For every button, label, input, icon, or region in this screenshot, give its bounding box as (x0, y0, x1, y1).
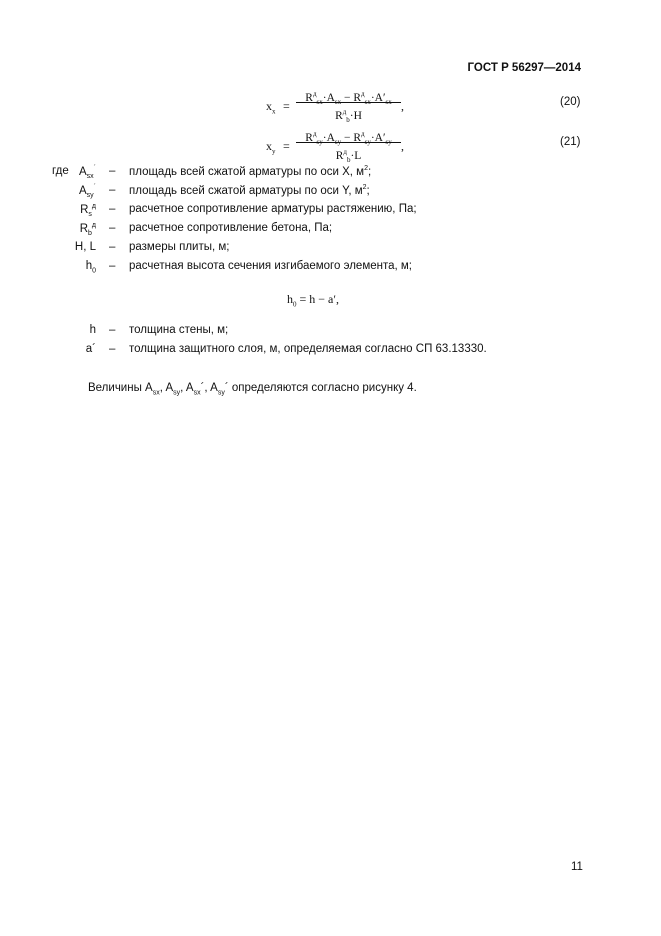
definition-dash: – (109, 343, 116, 355)
numerator: $R^д_{sy}\cdot A_{sy} - R^д_{sy}\cdot A'_{sy}$ (296, 126, 401, 143)
definition-text: расчетное сопротивление бетона, Па; (129, 222, 333, 234)
definition-text: толщина защитного слоя, м, определяемая согласно СП 63.13330. (129, 343, 487, 355)
definition-text: площадь всей сжатой арматуры по оси Y, $м^2$; (129, 184, 370, 197)
formula-lhs: $x_x$ (266, 99, 276, 116)
document-header: ГОСТ Р 56297—2014 (467, 62, 581, 74)
definition-dash: – (109, 222, 116, 234)
formula-lhs: $x_y$ (266, 139, 276, 156)
definition-dash: – (109, 165, 116, 177)
definition-symbol: a´ (85, 343, 96, 355)
definition-text: расчетная высота сечения изгибаемого элемента, м; (129, 260, 412, 272)
formula-21 (266, 126, 406, 165)
fraction (296, 86, 401, 125)
definition-symbol: $A_{sx}^´$ (78, 165, 96, 181)
definition-text: толщина стены, м; (129, 324, 229, 336)
numerator: $R^д_{sx}\cdot A_{sx} - R^д_{sx}\cdot A'_{sx}$ (296, 86, 401, 103)
definition-dash: – (109, 241, 116, 253)
definition-dash: – (109, 203, 116, 215)
definition-symbol: $A_{sy}^´$ (78, 184, 96, 200)
formula-h0: $h_0 = h - a'$, (287, 292, 339, 309)
definition-dash: – (109, 324, 116, 336)
formula-comma: , (401, 139, 404, 153)
definition-text: расчетное сопротивление арматуры растяжению, Па; (129, 203, 417, 215)
definition-symbol: h (89, 324, 96, 336)
formula-comma: , (401, 99, 404, 113)
formula-20 (266, 86, 406, 125)
equation-number-20: (20) (560, 96, 581, 108)
definition-symbol: $R_b^д$ (79, 222, 96, 238)
figure-reference-note: Величины $A_{sx}$, $A_{sy}$, $A_{sx}´$, $A_{sy}´$ определяются согласно рисунку 4. (88, 382, 417, 397)
definition-dash: – (109, 260, 116, 272)
equation-number-21: (21) (560, 136, 581, 148)
equals-sign: = (283, 99, 290, 113)
denominator: $R^д_b\cdot L$ (335, 148, 362, 165)
definition-dash: – (109, 184, 116, 196)
denominator: $R^д_b\cdot H$ (335, 108, 362, 125)
where-label: где (52, 165, 69, 177)
definition-text: размеры плиты, м; (129, 241, 230, 253)
definition-symbol: $R_s^д$ (80, 203, 96, 219)
page-number: 11 (571, 861, 583, 873)
definition-text: площадь всей сжатой арматуры по оси X, $м^2$; (129, 165, 372, 178)
equals-sign: = (283, 139, 290, 153)
fraction (296, 126, 401, 165)
definition-symbol: $h_0$ (85, 260, 96, 275)
definition-symbol: H, L (74, 241, 96, 253)
